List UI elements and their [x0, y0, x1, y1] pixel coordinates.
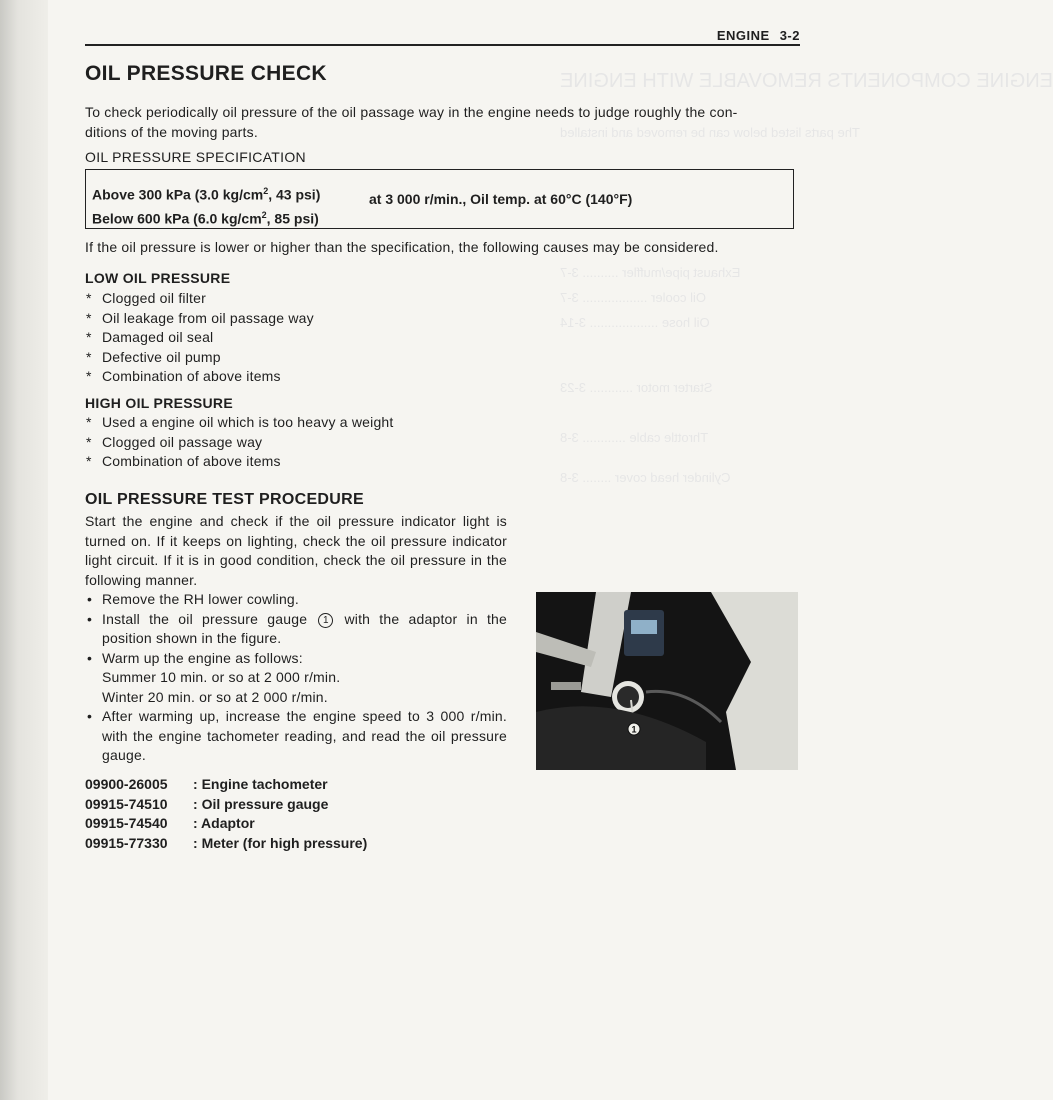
- spec-box: [85, 169, 794, 229]
- step-item: • Warm up the engine as follows: Summer 10 min. or so at 2 000 r/min. Winter 20 min. or so at 2 000 r/min.: [85, 649, 507, 708]
- procedure-steps: [85, 590, 507, 766]
- callout-marker: 1: [318, 613, 333, 628]
- intro-paragraph: [85, 102, 800, 142]
- step-item: • Remove the RH lower cowling.: [87, 591, 300, 607]
- list-item: * Combination of above items: [85, 452, 394, 472]
- page-binding-edge: [0, 0, 48, 1100]
- photo-callout: 1: [631, 724, 637, 735]
- high-pressure-causes: [85, 413, 394, 472]
- list-item: * Used a engine oil which is too heavy a weight: [85, 413, 394, 433]
- tool-row: 09915-77330 : Meter (for high pressure): [85, 834, 368, 851]
- spec-below: Below 600 kPa (6.0 $kg/cm^2$, 85 psi): [92, 209, 319, 227]
- figure-photo: [536, 592, 798, 770]
- tool-row: 09915-74510 : Oil pressure gauge: [85, 795, 329, 812]
- list-item: * Clogged oil passage way: [85, 433, 394, 453]
- tool-row: 09900-26005 : Engine tachometer: [85, 776, 328, 792]
- header-section: ENGINE: [716, 28, 770, 43]
- page-title: OIL PRESSURE CHECK: [85, 62, 327, 85]
- winter-warmup: Winter 20 min. or so at 2 000 r/min.: [102, 688, 328, 705]
- procedure-intro: Start the engine and check if the oil pressure indicator light is turned on. If it keeps on lighting, check the oil pressure indicator light circuit. If it is in good condition, check the oil pressure in the following manner.: [85, 513, 507, 588]
- causes-intro: If the oil pressure is lower or higher than the specification, the following causes may be considered.: [85, 239, 719, 255]
- high-pressure-heading: HIGH OIL PRESSURE: [85, 395, 233, 411]
- spec-above: Above 300 kPa (3.0 $kg/cm^2$, 43 psi): [92, 186, 321, 203]
- running-header: [707, 28, 800, 43]
- engine-photo-illustration: [536, 592, 798, 770]
- test-procedure-heading: OIL PRESSURE TEST PROCEDURE: [85, 491, 364, 508]
- step-item: • Install the oil pressure gauge 1 with the adaptor in the position shown in the figure.: [87, 610, 508, 646]
- intro-line: ditions of the moving parts.: [85, 124, 258, 140]
- header-rule: [85, 44, 800, 46]
- tool-row: 09915-74540 : Adaptor: [85, 815, 255, 831]
- step-item: • After warming up, increase the engine speed to 3 000 r/min. with the engine tachometer reading, and read the oil pressure gauge.: [87, 708, 507, 763]
- list-item: * Combination of above items: [85, 367, 314, 387]
- header-page-number: 3-2: [779, 28, 800, 43]
- list-item: * Damaged oil seal: [85, 328, 314, 348]
- low-pressure-heading: LOW OIL PRESSURE: [85, 270, 231, 286]
- list-item: * Oil leakage from oil passage way: [85, 309, 314, 329]
- spec-condition: at 3 000 r/min., Oil temp. at 60°C (140°F): [369, 191, 633, 207]
- special-tools-list: [85, 775, 367, 853]
- intro-line: To check periodically oil pressure of the oil passage way in the engine needs to judge roughly the con-: [85, 104, 738, 120]
- spec-heading: OIL PRESSURE SPECIFICATION: [85, 149, 306, 165]
- low-pressure-causes: [85, 289, 314, 387]
- summer-warmup: Summer 10 min. or so at 2 000 r/min.: [102, 669, 341, 685]
- list-item: * Clogged oil filter: [85, 289, 314, 309]
- list-item: * Defective oil pump: [85, 348, 314, 368]
